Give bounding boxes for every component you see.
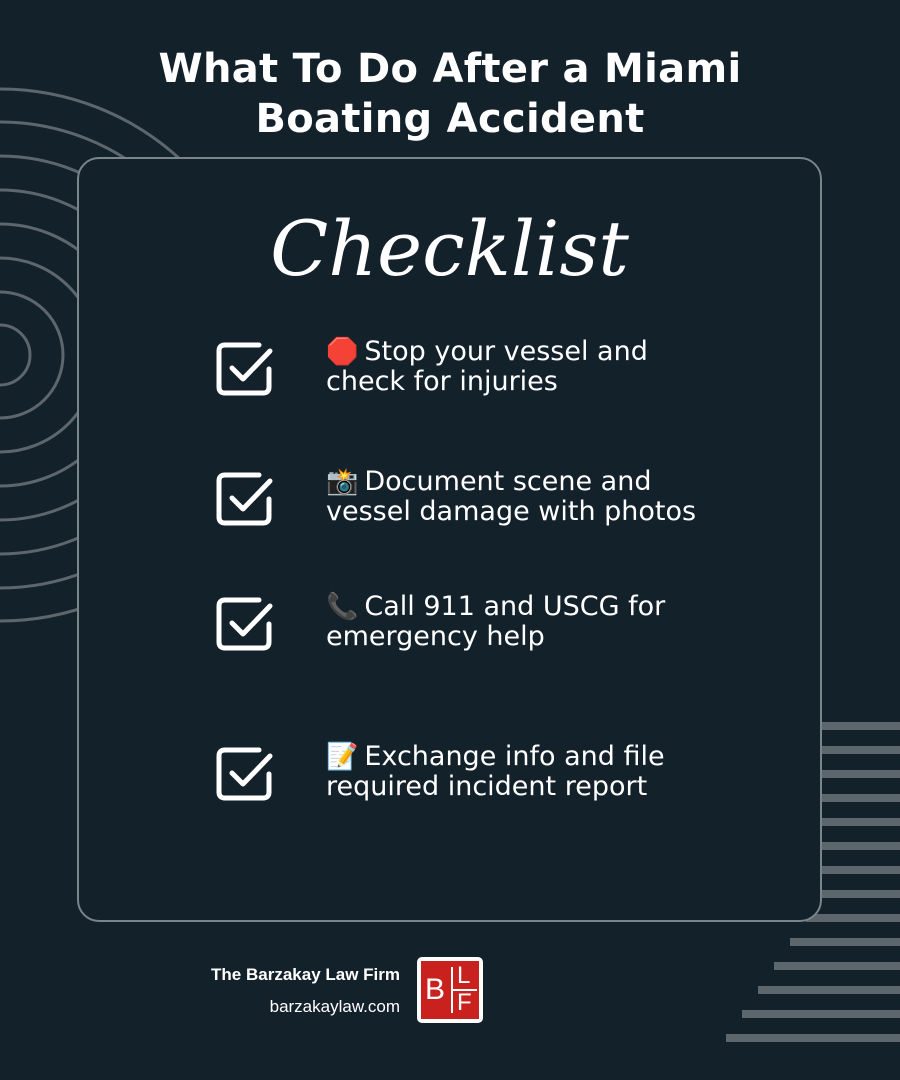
checklist-item-line-1: Call 911 and USCG for xyxy=(364,591,666,622)
firm-logo xyxy=(417,957,483,1023)
logo-letter-b: B xyxy=(425,973,446,1006)
telephone-icon: 📞 xyxy=(326,592,359,622)
page-title xyxy=(0,44,900,144)
stop-sign-icon: 🛑 xyxy=(326,337,359,367)
stripe xyxy=(822,722,900,730)
checklist-item-line-1: Exchange info and file xyxy=(364,741,665,772)
logo-letter-l: L xyxy=(457,962,471,989)
camera-flash-icon: 📸 xyxy=(326,467,359,497)
stripe xyxy=(822,842,900,850)
checkbox-checked-icon xyxy=(215,594,275,654)
checklist-item-line-2: required incident report xyxy=(326,771,648,802)
logo-letter-f: F xyxy=(457,989,472,1016)
checklist-item-text xyxy=(326,467,766,527)
checkbox-checked-icon xyxy=(215,744,275,804)
stripe xyxy=(774,962,900,970)
stripe xyxy=(742,1010,900,1018)
stripe xyxy=(822,866,900,874)
stripe xyxy=(758,986,900,994)
page-title-line-2: Boating Accident xyxy=(255,96,645,142)
stripe xyxy=(790,938,900,946)
checklist-item-line-2: vessel damage with photos xyxy=(326,496,697,527)
stripe xyxy=(822,794,900,802)
stripe xyxy=(822,746,900,754)
stripe xyxy=(822,818,900,826)
checklist-heading: Checklist xyxy=(270,204,629,293)
checkbox-checked-icon xyxy=(215,339,275,399)
memo-icon: 📝 xyxy=(326,742,359,772)
stripe xyxy=(822,890,900,898)
checklist-item-text xyxy=(326,337,766,397)
stripe xyxy=(726,1034,900,1042)
stripe xyxy=(806,914,900,922)
firm-name: The Barzakay Law Firm xyxy=(211,965,400,984)
checklist-item-text xyxy=(326,742,766,802)
checklist-item-line-1: Stop your vessel and xyxy=(364,336,648,367)
firm-website-link[interactable]: barzakaylaw.com xyxy=(269,997,400,1016)
checkbox-checked-icon xyxy=(215,469,275,529)
checklist-item-line-1: Document scene and xyxy=(364,466,652,497)
checklist-item-line-2: check for injuries xyxy=(326,366,558,397)
logo-red-square xyxy=(421,961,479,1019)
stripe xyxy=(822,770,900,778)
page-title-line-1: What To Do After a Miami xyxy=(158,46,742,92)
checklist-card xyxy=(77,157,822,922)
checklist-item-line-2: emergency help xyxy=(326,621,545,652)
checklist-item-text xyxy=(326,592,766,652)
